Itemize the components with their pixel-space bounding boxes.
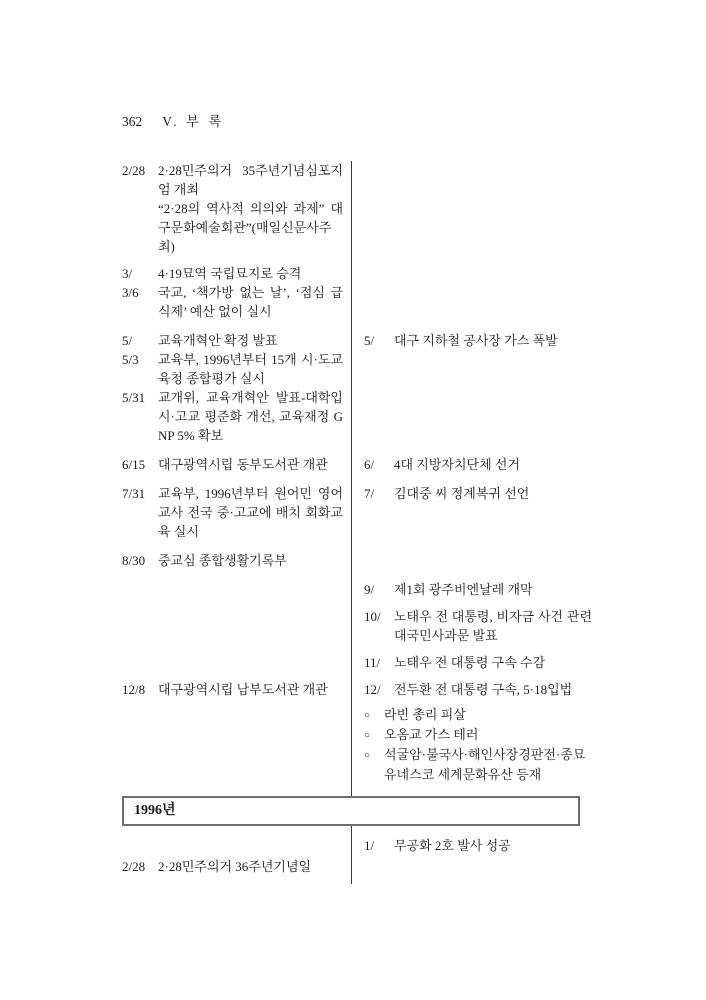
entry-date: 11/ — [364, 655, 381, 670]
timeline-entry — [364, 653, 592, 672]
timeline-cell-right — [352, 826, 592, 884]
timeline-cell-right — [352, 551, 592, 580]
timeline-cell-right — [352, 484, 592, 551]
entry-date: 7/31 — [122, 486, 146, 501]
timeline-entry — [122, 161, 343, 199]
year-label: 1996년 — [134, 803, 176, 818]
timeline-entry-continuation: “2·28의 역사적 의의와 과제” 대구문화예술회관”(매일신문사주최) — [158, 201, 343, 254]
timeline-cell-left — [122, 607, 352, 653]
timeline-cell-right — [352, 331, 592, 455]
entry-text: 무공화 2호 발사 성공 — [394, 838, 511, 853]
entry-date: 6/ — [364, 457, 375, 472]
entry-text: 김대중 씨 정계복귀 선언 — [394, 486, 530, 501]
timeline-cell-right — [352, 264, 592, 331]
bullet-text: 라빈 총리 피살 — [384, 707, 466, 722]
timeline-entry — [122, 484, 343, 541]
entry-text: 교개위, 교육개혁안 발표-대학입시·고교 평준화 개선, 교육재정 GNP 5% 확보 — [158, 390, 343, 443]
entry-date: 5/ — [364, 333, 375, 348]
timeline-entry — [122, 331, 343, 350]
timeline-cell-left — [122, 161, 352, 264]
entry-text: 제1회 광주비엔날레 개막 — [394, 582, 533, 597]
entry-text: 중교심 종합생활기록부 — [158, 553, 287, 568]
entry-date: 8/30 — [122, 553, 146, 568]
entry-text: 노태우 전 대통령, 비자금 사건 관련 대국민사과문 발표 — [394, 609, 592, 643]
timeline-entry — [364, 680, 592, 699]
entry-text: 2·28민주의거 35주년기념심포지엄 개최 — [158, 163, 343, 197]
timeline-cell-left — [122, 484, 352, 551]
entry-text: 교육부, 1996년부터 15개 시·도교육청 종합평가 실시 — [158, 352, 343, 386]
entry-text: 4대 지방자치단체 선거 — [394, 457, 521, 472]
bullet-item — [364, 725, 592, 745]
entry-date: 2/28 — [122, 163, 146, 178]
timeline-entry — [364, 607, 592, 645]
entry-date: 3/ — [122, 266, 133, 281]
timeline-cell-right — [352, 580, 592, 607]
page-number: 362 — [122, 114, 143, 129]
timeline-cell-right — [352, 161, 592, 264]
timeline-cell-left — [122, 705, 352, 796]
timeline-cell-right — [352, 455, 592, 484]
entry-date: 5/ — [122, 333, 133, 348]
timeline-entry — [364, 455, 592, 474]
timeline-cell-left — [122, 455, 352, 484]
timeline-cell-right — [352, 680, 592, 705]
timeline-entry — [364, 836, 592, 855]
entry-date: 7/ — [364, 486, 375, 501]
timeline-cell-left — [122, 653, 352, 680]
timeline-entry — [122, 264, 343, 283]
section-title: V. 부 록 — [162, 114, 225, 129]
circle-bullet-icon: ○ — [364, 730, 371, 741]
timeline-cell-left — [122, 580, 352, 607]
circle-bullet-icon: ○ — [364, 750, 371, 761]
year-section-header — [122, 796, 580, 826]
entry-date: 12/ — [364, 682, 381, 697]
entry-text: 2·28민주의거 36주년기념일 — [158, 859, 312, 874]
timeline-cell-right — [352, 653, 592, 680]
timeline-entry — [122, 350, 343, 388]
timeline-cell-left — [122, 680, 352, 705]
entry-text: 대구광역시립 동부도서관 개관 — [158, 457, 328, 472]
entry-text: 교육개혁안 확정 발표 — [158, 333, 278, 348]
bullet-item — [364, 705, 592, 725]
entry-date: 5/31 — [122, 390, 146, 405]
entry-date: 2/28 — [122, 859, 146, 874]
timeline-entry — [122, 857, 343, 876]
timeline-cell-left — [122, 331, 352, 455]
bullet-text: 석굴암·불국사·해인사장경판전·종묘 유네스코 세계문화유산 등재 — [384, 747, 586, 782]
timeline-cell-right — [352, 705, 592, 796]
entry-text: 대구광역시립 남부도서관 개관 — [158, 682, 328, 697]
bullet-item — [364, 745, 592, 784]
entry-text: 전두환 전 대통령 구속, 5·18입법 — [394, 682, 573, 697]
timeline-1995 — [122, 161, 592, 796]
timeline-entry — [122, 551, 343, 570]
timeline-entry — [364, 484, 592, 503]
entry-date: 1/ — [364, 838, 375, 853]
timeline-entry — [364, 331, 592, 350]
timeline-entry — [122, 455, 343, 474]
timeline-cell-right — [352, 607, 592, 653]
entry-date: 6/15 — [122, 457, 146, 472]
entry-text: 노태우 전 대통령 구속 수감 — [394, 655, 546, 670]
timeline-cell-left — [122, 826, 352, 884]
entry-date: 9/ — [364, 582, 375, 597]
entry-text: 교육부, 1996년부터 원어민 영어교사 전국 중·고교에 배치 회화교육 실시 — [158, 486, 343, 539]
timeline-entry — [122, 680, 343, 699]
entry-date: 3/6 — [122, 285, 139, 300]
circle-bullet-icon: ○ — [364, 710, 371, 721]
entry-date: 10/ — [364, 609, 381, 624]
timeline-entry — [122, 283, 343, 321]
timeline-entry — [122, 388, 343, 445]
entry-text: 대구 지하철 공사장 가스 폭발 — [394, 333, 558, 348]
entry-text: 4·19묘역 국립묘지로 승격 — [158, 266, 302, 281]
entry-date: 5/3 — [122, 352, 139, 367]
page-header — [122, 112, 592, 131]
timeline-entry — [364, 580, 592, 599]
entry-date: 12/8 — [122, 682, 146, 697]
timeline-1996 — [122, 826, 592, 884]
bullet-text: 오옴교 가스 테러 — [384, 727, 479, 742]
timeline-cell-left — [122, 551, 352, 580]
entry-text: 국교, ‘책가방 없는 날’, ‘점심 급식제’ 예산 없이 실시 — [158, 285, 343, 319]
timeline-cell-left — [122, 264, 352, 331]
